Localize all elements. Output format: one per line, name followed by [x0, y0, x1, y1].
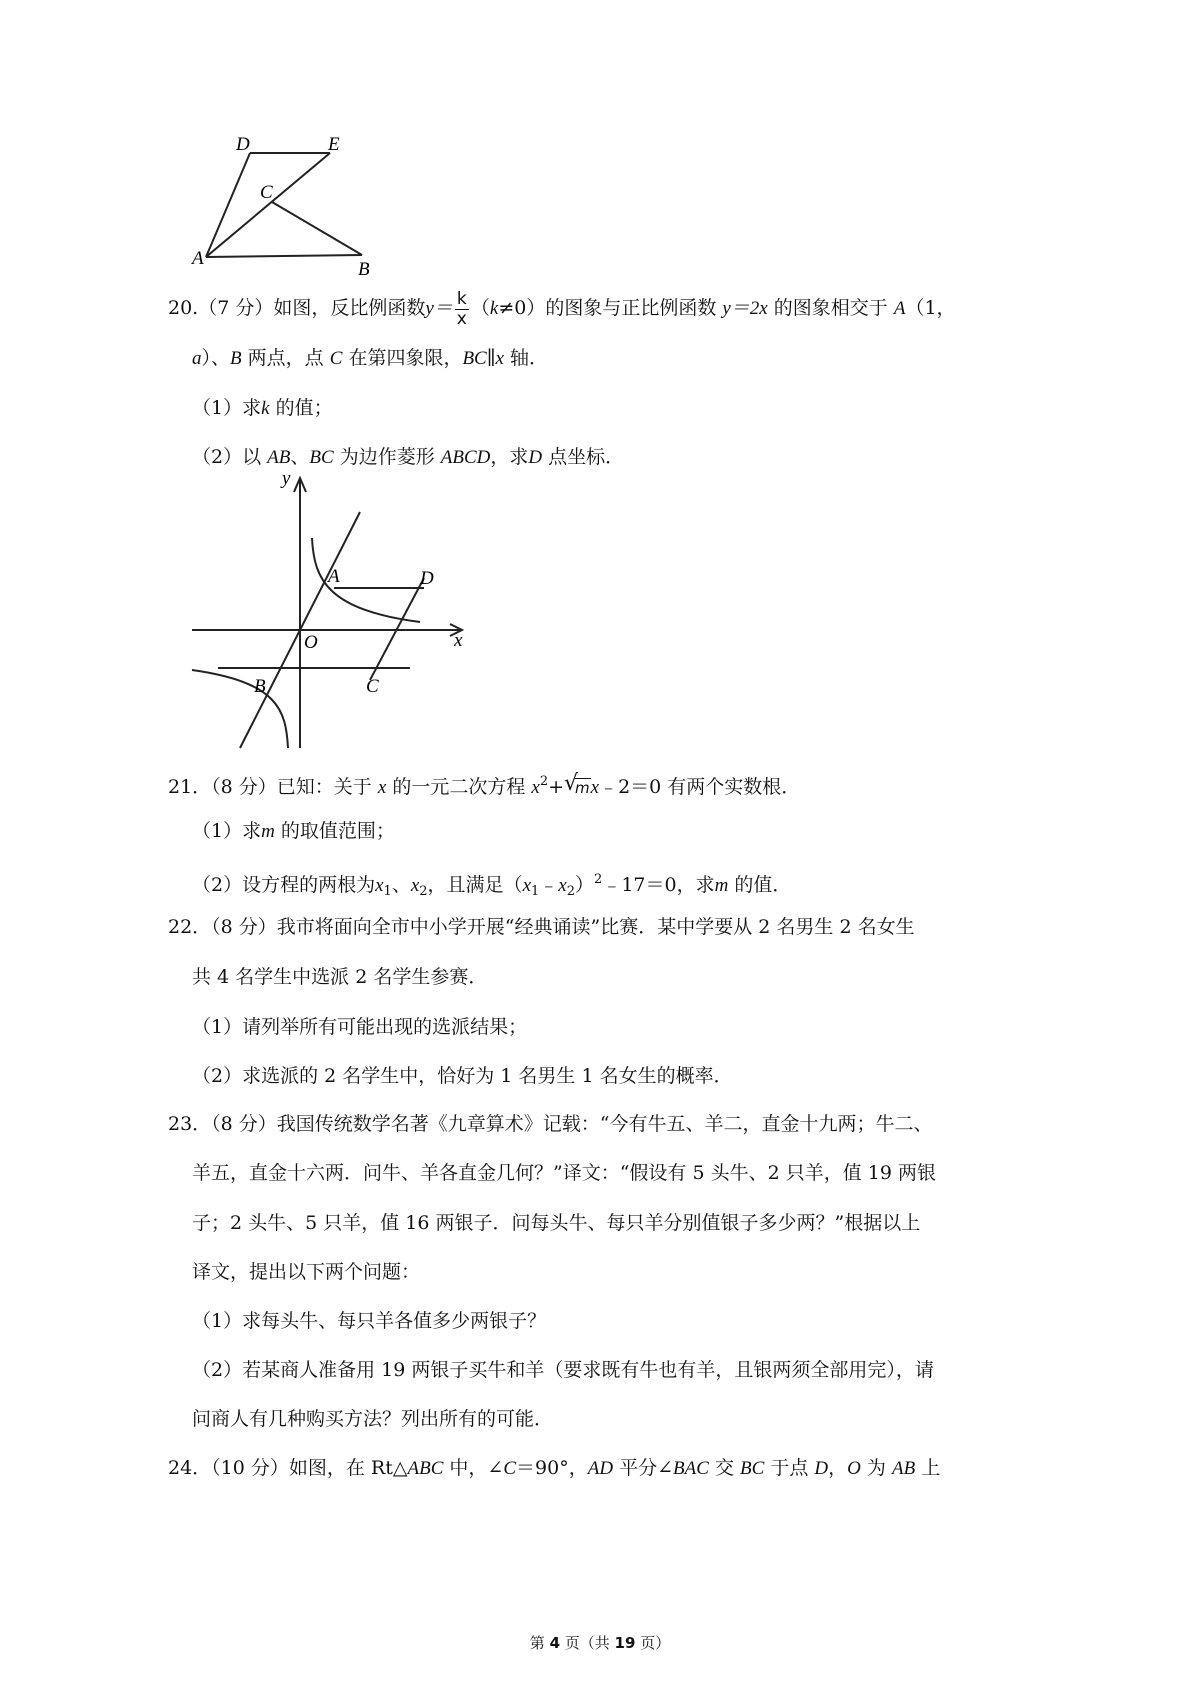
- label-e: E: [328, 134, 340, 155]
- label-b: B: [358, 259, 370, 280]
- sqrt-m: √ m: [564, 771, 590, 797]
- label-d: D: [236, 134, 250, 155]
- q21-part2: （2）设方程的两根为$x_1$、$x_2$，且满足$(x_1﹣x_2)^2﹣17=0$，求m 的值．: [192, 872, 792, 899]
- label-c: C: [366, 676, 379, 697]
- label-d: D: [420, 568, 434, 589]
- page-number: 4: [549, 1634, 560, 1652]
- q23-line3: 子；2 头牛、5 只羊，值 16 两银子．问每头牛、每只羊分别值银子多少两？”根据以上: [192, 1212, 921, 1234]
- q23-line2: 羊五，直金十六两．问牛、羊各直金几何？”译文：“假设有 5 头牛、2 只羊，值 19 两银: [192, 1162, 936, 1184]
- figure-q20: [188, 470, 488, 755]
- q23-line4: 译文，提出以下两个问题：: [192, 1261, 421, 1283]
- q20-line2: a）、B 两点，点 C 在第四象限，BC∥x 轴．: [192, 347, 548, 369]
- page-footer: 第 4 页（共 19 页）: [529, 1634, 671, 1652]
- fraction-k-over-x: $\frac{k}{x}$: [456, 288, 467, 329]
- q23-part1: （1）求每头牛、每只羊各值多少两银子？: [192, 1310, 547, 1332]
- q22-line1: 22．（8 分）我市将面向全市中小学开展“经典诵读”比赛．某中学要从 2 名男生 2 名女生: [168, 916, 915, 938]
- q22-part2: （2）求选派的 2 名学生中，恰好为 1 名男生 1 名女生的概率．: [192, 1065, 733, 1087]
- label-c: C: [260, 182, 273, 203]
- label-a: A: [192, 248, 204, 269]
- q23-line1: 23．（8 分）我国传统数学名著《九章算术》记载：“今有牛五、羊二，直金十九两；牛二、: [168, 1113, 933, 1135]
- label-a: A: [328, 566, 340, 587]
- q24-line1: 24．（10 分）如图，在 Rt△ABC 中，∠C＝90°，AD 平分∠BAC 交 BC 于点 D，O 为 AB 上: [168, 1457, 941, 1479]
- q21-line1: 21．（8 分）已知：关于 x 的一元二次方程 $x^2+$ √ mx﹣2＝0 有两个实数根．: [168, 769, 800, 801]
- q20-part2: （2）以 AB、BC 为边作菱形 ABCD，求D 点坐标．: [192, 446, 625, 468]
- q21-part1: （1）求m 的取值范围；: [192, 820, 395, 842]
- label-x: x: [454, 630, 463, 651]
- figure-q19: [190, 130, 390, 280]
- q23-part2: （2）若某商人准备用 19 两银子买牛和羊（要求既有牛也有羊，且银两须全部用完），请: [192, 1359, 934, 1381]
- label-y: y: [282, 470, 291, 489]
- label-b: B: [254, 676, 266, 697]
- q20-line1: 20.（7 分）如图，反比例函数y＝ $\frac{k}{x}$ （k≠0）的图象与正比例函数 y＝2x 的图象相交于 A（1，: [168, 288, 956, 329]
- page-total: 19: [614, 1634, 636, 1652]
- q22-line2: 共 4 名学生中选派 2 名学生参赛．: [192, 966, 488, 988]
- q20-part1: （1）求k 的值；: [192, 397, 333, 419]
- q23-part2-cont: 问商人有几种购买方法？列出所有的可能．: [192, 1408, 554, 1430]
- q22-part1: （1）请列举所有可能出现的选派结果；: [192, 1016, 528, 1038]
- label-o: O: [304, 632, 318, 653]
